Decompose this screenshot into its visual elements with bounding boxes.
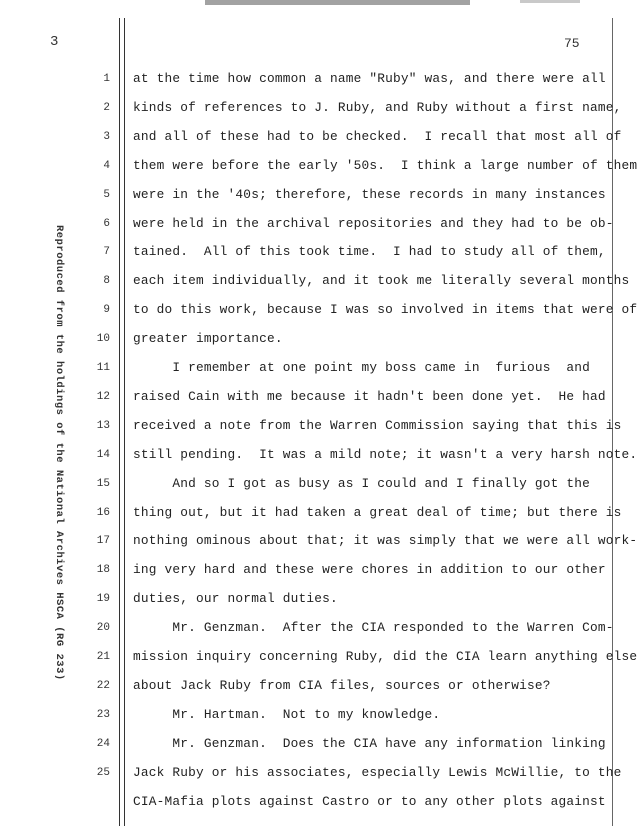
transcript-line: ing very hard and these were chores in addition to our other: [133, 562, 606, 578]
transcript-line: And so I got as busy as I could and I finally got the: [133, 475, 591, 491]
transcript-line: Mr. Hartman. Not to my knowledge.: [133, 706, 441, 722]
line-number: 25: [96, 766, 110, 779]
transcript-line: to do this work, because I was so involved in items that were of: [133, 302, 638, 318]
transcript-line: CIA-Mafia plots against Castro or to any other plots against: [133, 793, 606, 809]
page-number: 75: [564, 36, 580, 51]
line-number: 12: [96, 390, 110, 403]
line-number: 15: [96, 477, 110, 490]
line-number: 11: [96, 362, 110, 374]
transcript-line: Mr. Genzman. After the CIA responded to the Warren Com-: [133, 620, 614, 636]
line-number: 7: [103, 246, 110, 259]
line-number: 23: [96, 708, 110, 721]
line-number: 3: [103, 130, 110, 143]
transcript-line: mission inquiry concerning Ruby, did the CIA learn anything else: [133, 649, 638, 664]
transcript-line: were held in the archival repositories and they had to be ob-: [133, 215, 614, 231]
line-number: 6: [103, 217, 110, 230]
transcript-line: duties, our normal duties.: [133, 591, 338, 607]
transcript-line: kinds of references to J. Ruby, and Ruby without a first name,: [133, 99, 622, 115]
transcript-line: nothing ominous about that; it was simply that we were all work-: [133, 533, 638, 549]
transcript-line: and all of these had to be checked. I recall that most all of: [133, 128, 622, 144]
transcript-line: raised Cain with me because it hadn't been done yet. He had: [133, 388, 606, 404]
margin-rule-left: [119, 18, 120, 826]
line-number: 1: [103, 73, 110, 85]
line-number: 16: [96, 506, 110, 519]
line-number: 22: [96, 679, 110, 692]
line-number: 17: [96, 535, 110, 548]
transcript-line: each item individually, and it took me literally several months: [133, 273, 630, 289]
line-number: 18: [96, 564, 110, 577]
transcript-line: greater importance.: [133, 331, 283, 347]
line-number: 20: [96, 622, 110, 635]
archive-stamp: Reproduced from the holdings of the National Archives HSCA (RG 233): [53, 225, 65, 681]
line-number: 4: [103, 159, 110, 172]
transcript-line: about Jack Ruby from CIA files, sources or otherwise?: [133, 677, 551, 693]
transcript-line: I remember at one point my boss came in furious and: [133, 360, 591, 375]
transcript-line: at the time how common a name "Ruby" was, and there were all: [133, 71, 606, 86]
transcript-line: tained. All of this took time. I had to study all of them,: [133, 244, 606, 260]
line-number: 8: [103, 275, 110, 288]
transcript-line: received a note from the Warren Commission saying that this is: [133, 417, 622, 433]
transcript-line: still pending. It was a mild note; it wasn't a very harsh note.: [133, 446, 638, 462]
line-number: 10: [96, 333, 110, 346]
line-number: 5: [103, 188, 110, 201]
transcript-line: them were before the early '50s. I think a large number of them: [133, 157, 638, 173]
line-number: 14: [96, 448, 110, 461]
scan-artifact-top: [205, 0, 470, 5]
line-number: 19: [96, 593, 110, 606]
line-number: 9: [103, 304, 110, 317]
transcript-line: Jack Ruby or his associates, especially Lewis McWillie, to the: [133, 764, 622, 780]
line-number: 2: [103, 101, 110, 114]
transcript-line: thing out, but it had taken a great deal of time; but there is: [133, 504, 622, 520]
margin-rule-inner: [124, 18, 125, 826]
line-number: 24: [96, 737, 110, 750]
margin-mark: 3: [50, 34, 59, 50]
transcript-line: were in the '40s; therefore, these records in many instances: [133, 186, 606, 202]
transcript-line: Mr. Genzman. Does the CIA have any information linking: [133, 735, 606, 751]
line-number: 13: [96, 419, 110, 432]
line-number: 21: [96, 651, 110, 663]
scan-artifact-top-right: [520, 0, 580, 3]
